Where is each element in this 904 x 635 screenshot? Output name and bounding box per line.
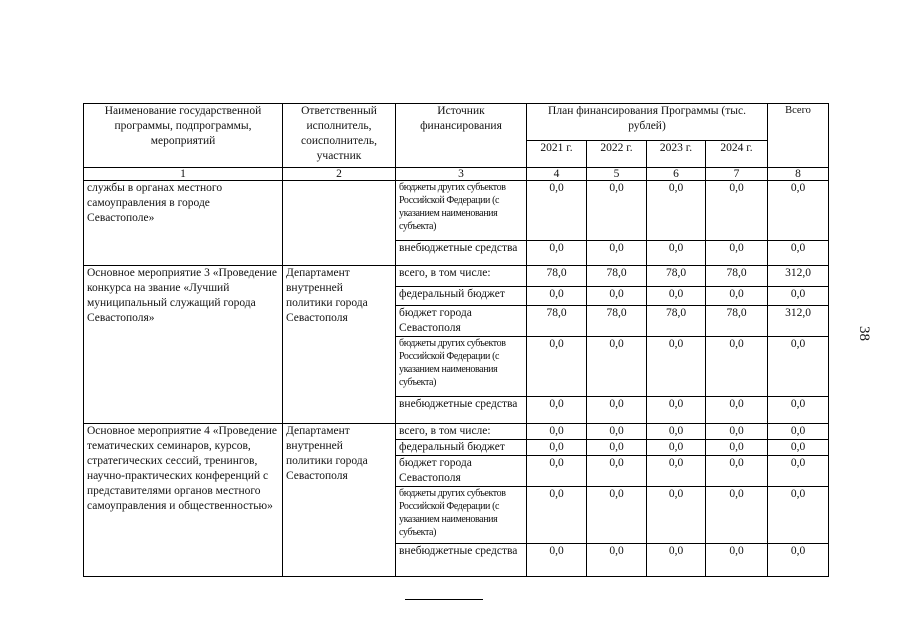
total-value-cell: 0,0 bbox=[768, 455, 829, 486]
activity-name-cell: службы в органах местного самоуправления в городе Севастополе» bbox=[84, 181, 283, 266]
year-value-cell: 0,0 bbox=[527, 287, 587, 306]
funding-source-cell: бюджеты других субъектов Российской Федерации (с указанием наименования субъекта) bbox=[396, 181, 527, 241]
column-number: 1 bbox=[84, 168, 283, 181]
total-value-cell: 0,0 bbox=[768, 396, 829, 423]
year-value-cell: 0,0 bbox=[706, 455, 768, 486]
funding-source-cell: всего, в том числе: bbox=[396, 266, 527, 287]
header-total: Всего bbox=[768, 104, 829, 168]
total-value-cell: 0,0 bbox=[768, 287, 829, 306]
year-value-cell: 78,0 bbox=[706, 266, 768, 287]
year-value-cell: 0,0 bbox=[587, 241, 647, 266]
year-value-cell: 0,0 bbox=[587, 455, 647, 486]
header-responsible: Ответственный исполнитель, соисполнитель, участник bbox=[283, 104, 396, 168]
year-value-cell: 0,0 bbox=[706, 336, 768, 396]
year-value-cell: 0,0 bbox=[527, 486, 587, 543]
year-value-cell: 0,0 bbox=[527, 336, 587, 396]
year-value-cell: 0,0 bbox=[587, 423, 647, 439]
page-number: 38 bbox=[856, 326, 872, 341]
column-number: 3 bbox=[396, 168, 527, 181]
responsible-cell bbox=[283, 181, 396, 266]
year-value-cell: 0,0 bbox=[527, 396, 587, 423]
header-name: Наименование государственной программы, подпрограммы, мероприятий bbox=[84, 104, 283, 168]
year-value-cell: 0,0 bbox=[527, 543, 587, 576]
year-value-cell: 0,0 bbox=[587, 336, 647, 396]
funding-source-cell: внебюджетные средства bbox=[396, 241, 527, 266]
funding-source-cell: бюджет города Севастополя bbox=[396, 455, 527, 486]
year-value-cell: 0,0 bbox=[706, 423, 768, 439]
total-value-cell: 0,0 bbox=[768, 241, 829, 266]
year-value-cell: 0,0 bbox=[527, 455, 587, 486]
year-value-cell: 0,0 bbox=[706, 543, 768, 576]
year-value-cell: 0,0 bbox=[647, 396, 706, 423]
column-number: 8 bbox=[768, 168, 829, 181]
header-year-2022: 2022 г. bbox=[587, 141, 647, 168]
header-year-2023: 2023 г. bbox=[647, 141, 706, 168]
year-value-cell: 78,0 bbox=[527, 306, 587, 337]
table-row bbox=[84, 181, 829, 241]
year-value-cell: 0,0 bbox=[647, 287, 706, 306]
column-number: 2 bbox=[283, 168, 396, 181]
total-value-cell: 0,0 bbox=[768, 486, 829, 543]
funding-source-cell: федеральный бюджет bbox=[396, 439, 527, 455]
total-value-cell: 312,0 bbox=[768, 306, 829, 337]
funding-source-cell: всего, в том числе: bbox=[396, 423, 527, 439]
funding-source-cell: бюджеты других субъектов Российской Федерации (с указанием наименования субъекта) bbox=[396, 486, 527, 543]
activity-name-cell: Основное мероприятие 3 «Проведение конкурса на звание «Лучший муниципальный служащий города Севастополя» bbox=[84, 266, 283, 424]
year-value-cell: 0,0 bbox=[706, 439, 768, 455]
funding-source-cell: внебюджетные средства bbox=[396, 543, 527, 576]
year-value-cell: 0,0 bbox=[706, 287, 768, 306]
year-value-cell: 0,0 bbox=[527, 181, 587, 241]
responsible-cell: Департамент внутренней политики города Севастополя bbox=[283, 423, 396, 576]
year-value-cell: 78,0 bbox=[587, 306, 647, 337]
year-value-cell: 78,0 bbox=[647, 266, 706, 287]
financing-table bbox=[83, 103, 829, 577]
total-value-cell: 0,0 bbox=[768, 181, 829, 241]
footnote-separator bbox=[405, 599, 483, 600]
year-value-cell: 0,0 bbox=[647, 543, 706, 576]
activity-name-cell: Основное мероприятие 4 «Проведение тематических семинаров, курсов, стратегических сессий, тренингов, научно-практических конференций с представителями органов местного самоуправления и общественностью» bbox=[84, 423, 283, 576]
total-value-cell: 0,0 bbox=[768, 336, 829, 396]
year-value-cell: 0,0 bbox=[706, 486, 768, 543]
year-value-cell: 0,0 bbox=[647, 455, 706, 486]
column-numbers-row bbox=[84, 168, 829, 181]
year-value-cell: 78,0 bbox=[706, 306, 768, 337]
funding-source-cell: федеральный бюджет bbox=[396, 287, 527, 306]
funding-source-cell: внебюджетные средства bbox=[396, 396, 527, 423]
year-value-cell: 0,0 bbox=[587, 396, 647, 423]
year-value-cell: 0,0 bbox=[706, 241, 768, 266]
header-plan: План финансирования Программы (тыс. рублей) bbox=[527, 104, 768, 141]
table-row bbox=[84, 423, 829, 439]
year-value-cell: 78,0 bbox=[527, 266, 587, 287]
year-value-cell: 0,0 bbox=[587, 543, 647, 576]
total-value-cell: 0,0 bbox=[768, 439, 829, 455]
year-value-cell: 0,0 bbox=[587, 439, 647, 455]
column-number: 7 bbox=[706, 168, 768, 181]
year-value-cell: 0,0 bbox=[527, 241, 587, 266]
header-year-2024: 2024 г. bbox=[706, 141, 768, 168]
year-value-cell: 0,0 bbox=[647, 336, 706, 396]
year-value-cell: 0,0 bbox=[706, 181, 768, 241]
year-value-cell: 0,0 bbox=[647, 181, 706, 241]
year-value-cell: 0,0 bbox=[647, 486, 706, 543]
year-value-cell: 0,0 bbox=[706, 396, 768, 423]
table-row bbox=[84, 266, 829, 287]
year-value-cell: 0,0 bbox=[647, 241, 706, 266]
year-value-cell: 0,0 bbox=[587, 181, 647, 241]
year-value-cell: 78,0 bbox=[587, 266, 647, 287]
header-source: Источник финансирования bbox=[396, 104, 527, 168]
year-value-cell: 0,0 bbox=[587, 486, 647, 543]
year-value-cell: 78,0 bbox=[647, 306, 706, 337]
year-value-cell: 0,0 bbox=[527, 439, 587, 455]
year-value-cell: 0,0 bbox=[587, 287, 647, 306]
total-value-cell: 0,0 bbox=[768, 423, 829, 439]
funding-source-cell: бюджет города Севастополя bbox=[396, 306, 527, 337]
column-number: 6 bbox=[647, 168, 706, 181]
header-year-2021: 2021 г. bbox=[527, 141, 587, 168]
responsible-cell: Департамент внутренней политики города Севастополя bbox=[283, 266, 396, 424]
year-value-cell: 0,0 bbox=[527, 423, 587, 439]
total-value-cell: 0,0 bbox=[768, 543, 829, 576]
year-value-cell: 0,0 bbox=[647, 439, 706, 455]
funding-source-cell: бюджеты других субъектов Российской Федерации (с указанием наименования субъекта) bbox=[396, 336, 527, 396]
column-number: 4 bbox=[527, 168, 587, 181]
total-value-cell: 312,0 bbox=[768, 266, 829, 287]
column-number: 5 bbox=[587, 168, 647, 181]
year-value-cell: 0,0 bbox=[647, 423, 706, 439]
